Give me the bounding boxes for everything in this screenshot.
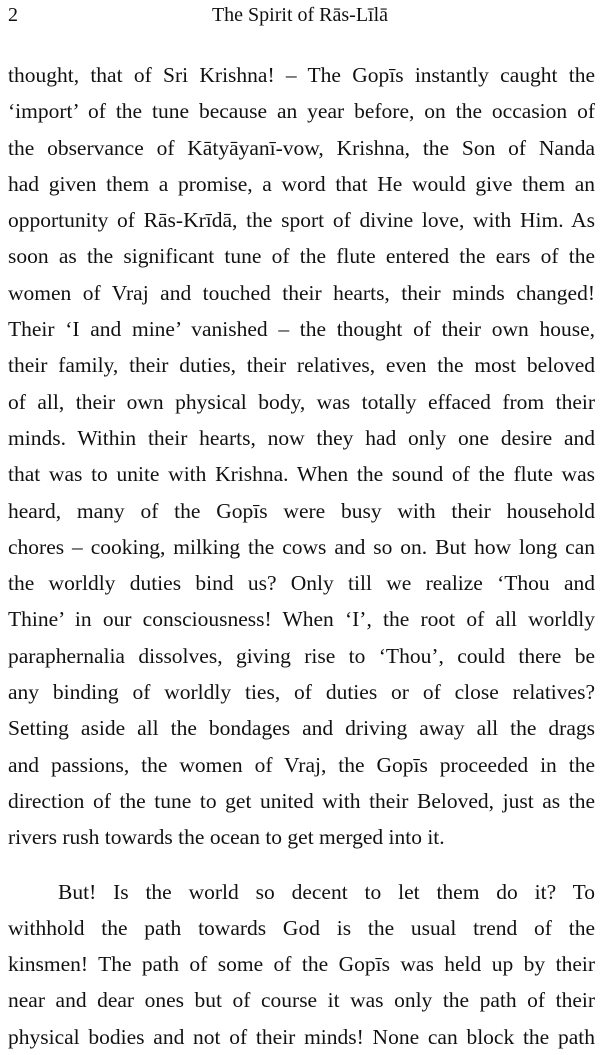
text-line: physical bodies and not of their minds! None can block the path xyxy=(8,1024,595,1049)
text-line: Their ‘I and mine’ vanished – the thought of their own house, xyxy=(8,317,595,342)
running-head xyxy=(8,2,592,28)
text-line: heard, many of the Gopīs were busy with their household xyxy=(8,498,595,523)
text-line: thought, that of Sri Krishna! – The Gopīs instantly caught the xyxy=(8,63,595,87)
paragraph-gap xyxy=(8,856,595,874)
text-line: withhold the path towards God is the usual trend of the xyxy=(8,915,595,940)
text-line: the worldly duties bind us? Only till we realize ‘Thou and xyxy=(8,571,595,596)
text-line: near and dear ones but of course it was only the path of their xyxy=(8,988,595,1013)
text-line: minds. Within their hearts, now they had only one desire and xyxy=(8,425,595,450)
text-line: direction of the tune to get united with their Beloved, just as the xyxy=(8,788,595,813)
text-line: opportunity of Rās-Krīdā, the sport of divine love, with Him. As xyxy=(8,208,595,233)
text-line: of all, their own physical body, was totally effaced from their xyxy=(8,389,595,414)
text-line: paraphernalia dissolves, giving rise to ‘Thou’, could there be xyxy=(8,643,595,668)
text-line: any binding of worldly ties, of duties or of close relatives? xyxy=(8,680,595,705)
text-line: rivers rush towards the ocean to get merged into it. xyxy=(8,825,445,850)
paragraph-1 xyxy=(8,57,595,856)
page-number: 2 xyxy=(8,4,18,26)
text-line: soon as the significant tune of the flute entered the ears of the xyxy=(8,244,595,269)
text-line: chores – cooking, milking the cows and so on. But how long can xyxy=(8,534,595,559)
text-line: and passions, the women of Vraj, the Gopīs proceeded in the xyxy=(8,752,595,777)
paragraph-2 xyxy=(8,874,595,1055)
text-line: their family, their duties, their relatives, even the most beloved xyxy=(8,353,595,378)
body-text xyxy=(8,57,595,1055)
text-line: Thine’ in our consciousness! When ‘I’, the root of all worldly xyxy=(8,607,595,632)
text-line: kinsmen! The path of some of the Gopīs was held up by their xyxy=(8,952,595,977)
text-line: Setting aside all the bondages and driving away all the drags xyxy=(8,716,595,741)
text-line: had given them a promise, a word that He would give them an xyxy=(8,171,595,196)
text-line: the observance of Kātyāyanī-vow, Krishna, the Son of Nanda xyxy=(8,135,595,160)
text-line: women of Vraj and touched their hearts, their minds changed! xyxy=(8,280,595,305)
running-title: The Spirit of Rās-Līlā xyxy=(211,4,389,26)
text-line: that was to unite with Krishna. When the sound of the flute was xyxy=(8,462,595,487)
text-line: ‘import’ of the tune because an year before, on the occasion of xyxy=(8,99,595,124)
text-line: But! Is the world so decent to let them do it? To xyxy=(58,879,595,904)
